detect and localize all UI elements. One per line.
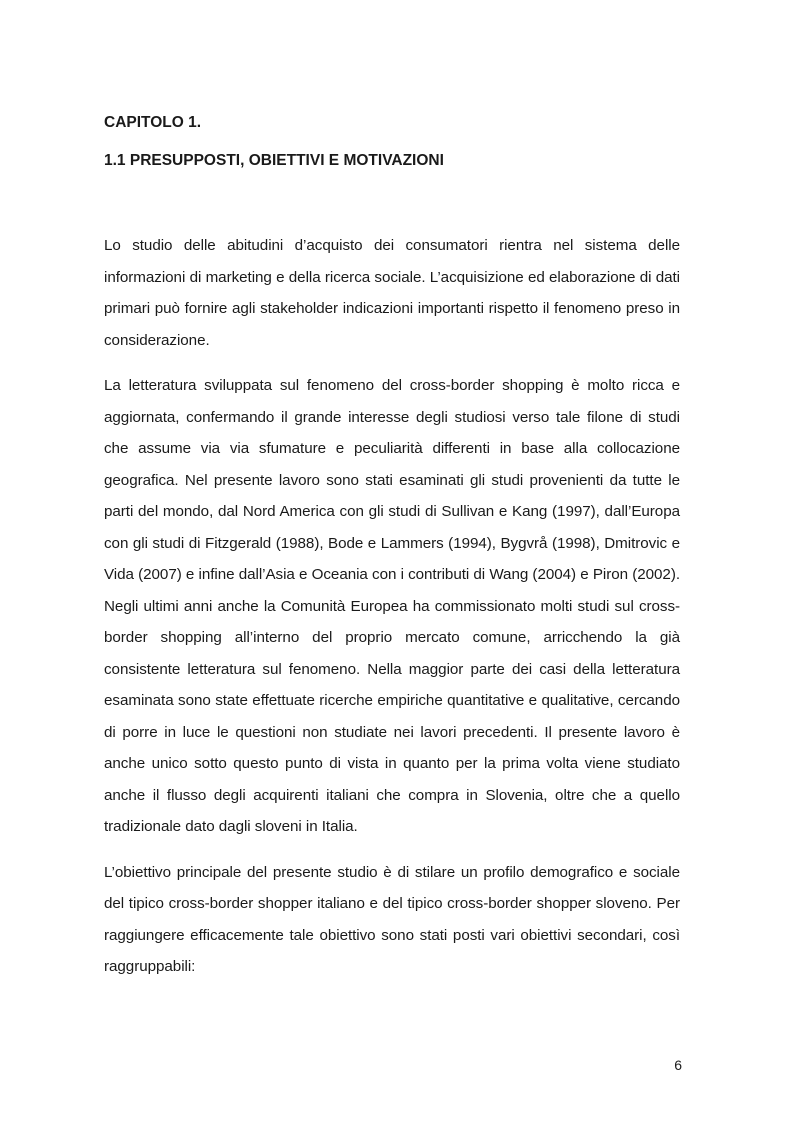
paragraph: Lo studio delle abitudini d’acquisto dei consumatori rientra nel sistema delle informazioni di marketing e della ricerca sociale. L’acquisizione ed elaborazione di dati primari può fornire agli stakeholder indicazioni importanti rispetto il fenomeno preso in considerazione. bbox=[104, 237, 680, 349]
chapter-heading: CAPITOLO 1. bbox=[104, 114, 202, 131]
paragraph: La letteratura sviluppata sul fenomeno del cross-border shopping è molto ricca e aggiornata, confermando il grande interesse degli studiosi verso tale filone di studi che assume via via sfumature e peculiarità differenti in base alla collocazione geografica. Nel presente lavoro sono stati esaminati gli studi provenienti da tutte le parti del mondo, dal Nord America con gli studi di Sullivan e Kang (1997), dall’Europa con gli studi di Fitzgerald (1988), Bode e Lammers (1994), Bygvrå (1998), Dmitrovic e Vida (2007) e infine dall’Asia e Oceania con i contributi di Wang (2004) e Piron (2002). Negli ultimi anni anche la Comunità Europea ha commissionato molti studi sul cross-border shopping all’interno del proprio mercato comune, arricchendo la già consistente letteratura sul fenomeno. Nella maggior parte dei casi della letteratura esaminata sono state effettuate ricerche empiriche quantitative e qualitative, cercando di porre in luce le questioni non studiate nei lavori precedenti. Il presente lavoro è anche unico sotto questo punto di vista in quanto per la prima volta viene studiato anche il flusso degli acquirenti italiani che compra in Slovenia, oltre che a quello tradizionale dato dagli sloveni in Italia. bbox=[104, 377, 680, 835]
body-text bbox=[104, 230, 680, 997]
section-heading: 1.1 PRESUPPOSTI, OBIETTIVI E MOTIVAZIONI bbox=[104, 152, 444, 169]
paragraph: L’obiettivo principale del presente studio è di stilare un profilo demografico e sociale del tipico cross-border shopper italiano e del tipico cross-border shopper sloveno. Per raggiungere efficacemente tale obiettivo sono stati posti vari obiettivi secondari, così raggruppabili: bbox=[104, 863, 680, 975]
page-number: 6 bbox=[674, 1057, 682, 1073]
